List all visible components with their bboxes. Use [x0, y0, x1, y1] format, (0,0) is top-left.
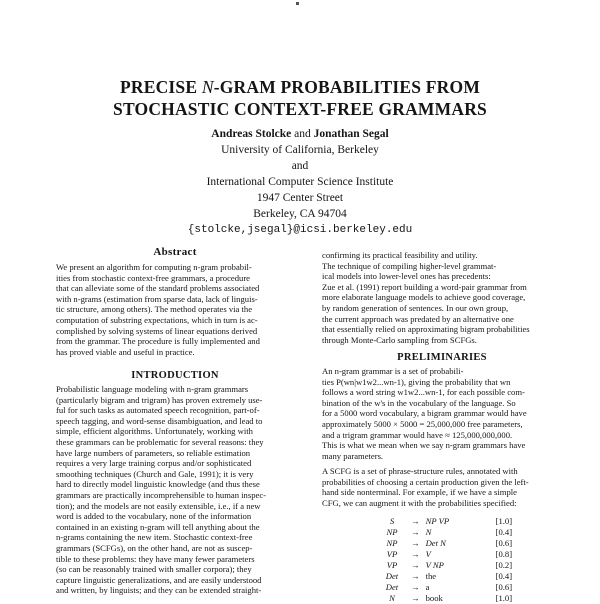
preliminaries-line: bination of the w's in the vocabulary of the language. So — [322, 397, 516, 408]
grammar-rule — [376, 593, 525, 604]
introduction-line: simple, efficient algorithms. Unfortunately, working with — [56, 426, 253, 437]
introduction-line: these grammars can be problematic for several reasons: they — [56, 436, 264, 447]
preliminaries-heading: PRELIMINARIES — [397, 352, 487, 363]
rule-rhs: the — [425, 571, 437, 581]
affiliation-university: University of California, Berkeley — [221, 144, 379, 156]
rule-rhs: NP VP — [425, 516, 450, 526]
rule-rhs: book — [425, 593, 443, 603]
right-column-text — [322, 250, 562, 345]
grammar-rule — [376, 582, 525, 593]
rule-arrow: → — [411, 527, 420, 537]
scfg-line: A SCFG is a set of phrase-structure rules, annotated with — [322, 466, 518, 476]
grammar-rule — [376, 571, 525, 582]
preliminaries-line: approximately 5000 × 5000 = 25,000,000 free parameters, — [322, 418, 523, 429]
rule-probability: [0.6] — [495, 582, 513, 592]
rule-arrow: → — [411, 571, 420, 581]
introduction-line: word is added to the vocabulary, none of the information — [56, 511, 252, 522]
author-line — [0, 126, 600, 142]
grammar-table-wrapper — [376, 516, 525, 604]
author-name: Andreas Stolcke — [211, 128, 292, 140]
body-text-line: the current approach was predated by an alternative one — [322, 313, 514, 324]
abstract-line: ities from stochastic context-free grammars, a procedure — [56, 272, 250, 283]
abstract-heading: Abstract — [153, 246, 197, 258]
grammar-rule — [376, 516, 525, 527]
rule-rhs: V — [425, 549, 431, 559]
introduction-line: tion); and the models are not easily extensible, i.e., if a new — [56, 500, 261, 511]
rule-probability: [0.4] — [495, 571, 513, 581]
abstract-line: complished by solving systems of linear equations derived — [56, 325, 258, 336]
affiliation-and: and — [291, 160, 309, 172]
rule-arrow: → — [411, 516, 420, 526]
rule-arrow: → — [411, 549, 420, 559]
affiliation-institute: International Computer Science Institute — [206, 176, 394, 188]
introduction-heading: INTRODUCTION — [131, 370, 219, 381]
grammar-rule — [376, 538, 525, 549]
rule-lhs: Det — [385, 582, 399, 592]
author-email: {stolcke,jsegal}@icsi.berkeley.edu — [187, 224, 413, 236]
rule-arrow: → — [411, 593, 420, 603]
rule-probability: [0.8] — [495, 549, 513, 559]
rule-lhs: N — [389, 593, 395, 603]
rule-arrow: → — [411, 538, 420, 548]
preliminaries-line: An n-gram grammar is a set of probabili- — [322, 366, 464, 376]
introduction-line: ful for such tasks as automated speech recognition, part-of- — [56, 405, 260, 416]
abstract-line: computation of substring expectations, which in turn is ac- — [56, 314, 258, 325]
rule-lhs: NP — [386, 538, 398, 548]
preliminaries-body — [322, 366, 562, 461]
introduction-line: smoothing techniques (Church and Gale, 1991); it is very — [56, 468, 254, 479]
rule-probability: [1.0] — [495, 516, 513, 526]
rule-rhs: Det N — [425, 538, 446, 548]
introduction-line: and written, by linguists; and they can be extended straight- — [56, 585, 262, 596]
abstract-body — [56, 262, 296, 357]
preliminaries-line: and a trigram grammar would have ≈ 125,000,000,000. — [322, 429, 513, 440]
preliminaries-line: many parameters. — [322, 450, 384, 461]
body-text-line: that essentially relied on approximating bigram probabilities — [322, 324, 530, 335]
rule-arrow: → — [411, 560, 420, 570]
grammar-rule — [376, 527, 525, 538]
introduction-line: grammars (SCFGs), on the other hand, are not as suscep- — [56, 542, 253, 553]
introduction-body — [56, 384, 296, 596]
introduction-line: hard to directly model linguistic knowledge (and thus these — [56, 479, 260, 490]
rule-rhs: N — [425, 527, 432, 537]
rule-rhs: V NP — [425, 560, 444, 570]
rule-probability: [0.2] — [495, 560, 513, 570]
rule-lhs: Det — [385, 571, 399, 581]
introduction-line: (so can be reasonably trained with smaller corpora); they — [56, 564, 252, 575]
body-text-line: The technique of compiling higher-level grammat- — [322, 260, 497, 271]
abstract-line: We present an algorithm for computing n-gram probabil- — [56, 262, 252, 272]
grammar-rule — [376, 549, 525, 560]
abstract-line: that can alleviate some of the standard problems associated — [56, 283, 260, 294]
body-text-line: through Monte-Carlo sampling from SCFGs. — [322, 334, 477, 345]
abstract-line: from the grammar. The procedure is fully implemented and — [56, 336, 260, 347]
body-text-line: confirming its practical feasibility and utility. — [322, 250, 478, 260]
body-text-line: ical models into lower-level ones has precedents: — [322, 271, 491, 282]
body-text-line: by random generation of sentences. In our own group, — [322, 302, 509, 313]
introduction-line: Probabilistic language modeling with n-gram grammars — [56, 384, 249, 394]
rule-lhs: VP — [386, 549, 398, 559]
scfg-line: hand side nonterminal. For example, if we have a simple — [322, 487, 517, 498]
scfg-line: CFG, we can augment it with the probabilities specified: — [322, 497, 517, 508]
grammar-rule — [376, 560, 525, 571]
abstract-line: has proved viable and useful in practice. — [56, 346, 195, 357]
preliminaries-line: follows a word string w1w2...wn-1, for each possible com- — [322, 387, 525, 398]
introduction-line: requires a very large training corpus and/or sophisticated — [56, 458, 252, 469]
address-city: Berkeley, CA 94704 — [253, 208, 347, 220]
rule-rhs: a — [425, 582, 430, 592]
address-street: 1947 Center Street — [256, 192, 344, 204]
grammar-table — [376, 516, 525, 604]
body-text-line: more elaborate language models to achieve good coverage, — [322, 292, 526, 303]
abstract-line: tic structure, among others). The method operates via the — [56, 304, 253, 315]
author-and: and — [294, 128, 311, 140]
title-variable-n: N — [201, 77, 214, 97]
introduction-line: contained in an existing n-gram will tell anything about the — [56, 521, 260, 532]
page-mark — [296, 2, 299, 5]
introduction-line: have large numbers of parameters, so reliable estimation — [56, 447, 251, 458]
rule-lhs: NP — [386, 527, 398, 537]
rule-probability: [0.4] — [495, 527, 513, 537]
rule-probability: [1.0] — [495, 593, 513, 603]
scfg-paragraph — [322, 466, 562, 508]
introduction-line: n-grams containing the new item. Stochastic context-free — [56, 532, 253, 543]
introduction-line: grammars are practically incomprehensible to human inspec- — [56, 489, 266, 500]
rule-lhs: S — [389, 516, 395, 526]
rule-arrow: → — [411, 582, 420, 592]
introduction-line: speech tagging, and word-sense disambiguation, and lead to — [56, 415, 263, 426]
scfg-line: probabilities of choosing a certain production given the left- — [322, 476, 529, 487]
introduction-line: capture linguistic generalizations, and are easily understood — [56, 574, 262, 585]
introduction-line: (particularly bigram and trigram) has proven extremely use- — [56, 394, 263, 405]
author-name: Jonathan Segal — [313, 128, 389, 140]
preliminaries-line: for a 5000 word vocabulary, a bigram grammar would have — [322, 408, 527, 419]
abstract-line: with n-grams (estimation from sparse data, lack of linguis- — [56, 293, 258, 304]
introduction-line: tible to these problems: they have many fewer parameters — [56, 553, 255, 564]
rule-lhs: VP — [386, 560, 398, 570]
paper-title-line2: STOCHASTIC CONTEXT-FREE GRAMMARS — [113, 99, 487, 119]
preliminaries-line: This is what we mean when we say n-gram grammars have — [322, 440, 526, 451]
preliminaries-line: ties P(wn|w1w2...wn-1), giving the probability that wn — [322, 376, 511, 387]
rule-probability: [0.6] — [495, 538, 513, 548]
body-text-line: Zue et al. (1991) report building a word-pair grammar from — [322, 281, 527, 292]
paper-title-line1: PRECISE N-GRAM PROBABILITIES FROM — [119, 77, 481, 97]
